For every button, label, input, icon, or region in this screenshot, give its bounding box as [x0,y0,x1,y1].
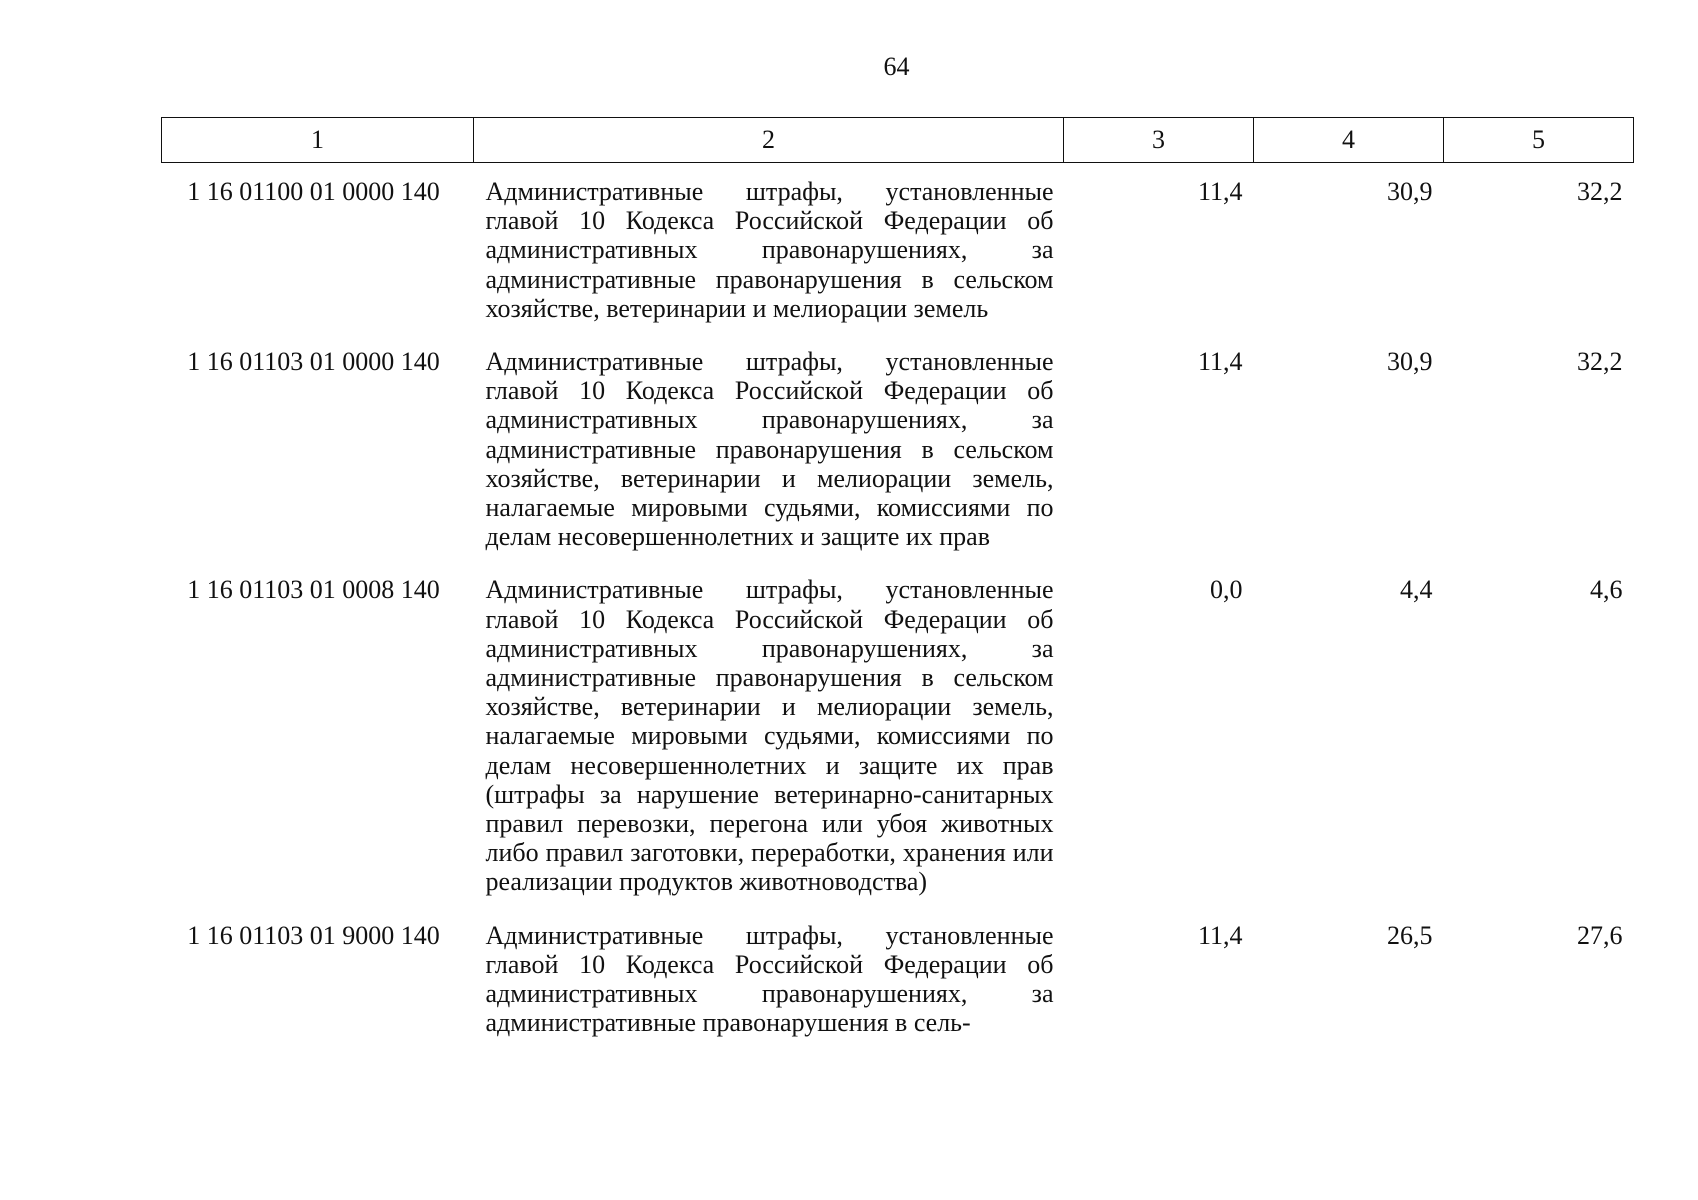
row-code: 1 16 01103 01 0000 140 [187,347,440,377]
row-value-col4: 26,5 [1387,920,1433,950]
row-code: 1 16 01103 01 9000 140 [187,920,440,950]
row-value-col5: 27,6 [1577,920,1623,950]
row-value-col5: 32,2 [1577,347,1623,377]
page-number: 64 [883,52,910,81]
table-row [162,333,1634,561]
header-col-2: 2 [474,118,1064,163]
budget-table [161,117,1634,1047]
row-description: Административные штрафы, установленные главой 10 Кодекса Российской Федерации об административных правонарушениях, за административные правонарушения в сельском хозяйстве, ветеринарии и мелиорации земель, налагаемые мировыми судьями, комиссиями по делам несовершеннолетних и защите их прав [485,347,1054,552]
table-header [162,118,1634,163]
row-value-col3: 11,4 [1197,920,1243,950]
row-value-col4: 30,9 [1387,347,1433,377]
header-row [162,118,1634,163]
row-value-col3: 11,4 [1197,347,1243,377]
header-col-4: 4 [1254,118,1444,163]
table-row [162,907,1634,1048]
row-value-col5: 4,6 [1590,575,1623,605]
table-body [162,163,1634,1048]
row-description: Административные штрафы, установленные главой 10 Кодекса Российской Федерации об административных правонарушениях, за административные правонарушения в сель- [485,920,1054,1038]
row-description: Административные штрафы, установленные главой 10 Кодекса Российской Федерации об административных правонарушениях, за административные правонарушения в сельском хозяйстве, ветеринарии и мелиорации земель [485,177,1054,323]
row-code: 1 16 01103 01 0008 140 [187,575,440,605]
row-code: 1 16 01100 01 0000 140 [187,177,440,206]
row-value-col3: 0,0 [1210,575,1243,605]
row-value-col4: 4,4 [1400,575,1433,605]
header-col-1: 1 [162,118,474,163]
row-value-col4: 30,9 [1387,177,1433,206]
header-col-3: 3 [1064,118,1254,163]
table-row [162,163,1634,334]
row-value-col5: 32,2 [1577,177,1623,206]
row-value-col3: 11,4 [1197,177,1243,206]
table-row [162,561,1634,906]
row-description: Административные штрафы, установленные главой 10 Кодекса Российской Федерации об административных правонарушениях, за административные правонарушения в сельском хозяйстве, ветеринарии и мелиорации земель, налагаемые мировыми судьями, комиссиями по делам несовершеннолетних и защите их прав (штрафы за нарушение ветеринарно-санитарных правил перевозки, перегона или убоя животных либо правил заготовки, переработки, хранения или реализации продуктов животноводства) [485,575,1054,897]
header-col-5: 5 [1444,118,1634,163]
